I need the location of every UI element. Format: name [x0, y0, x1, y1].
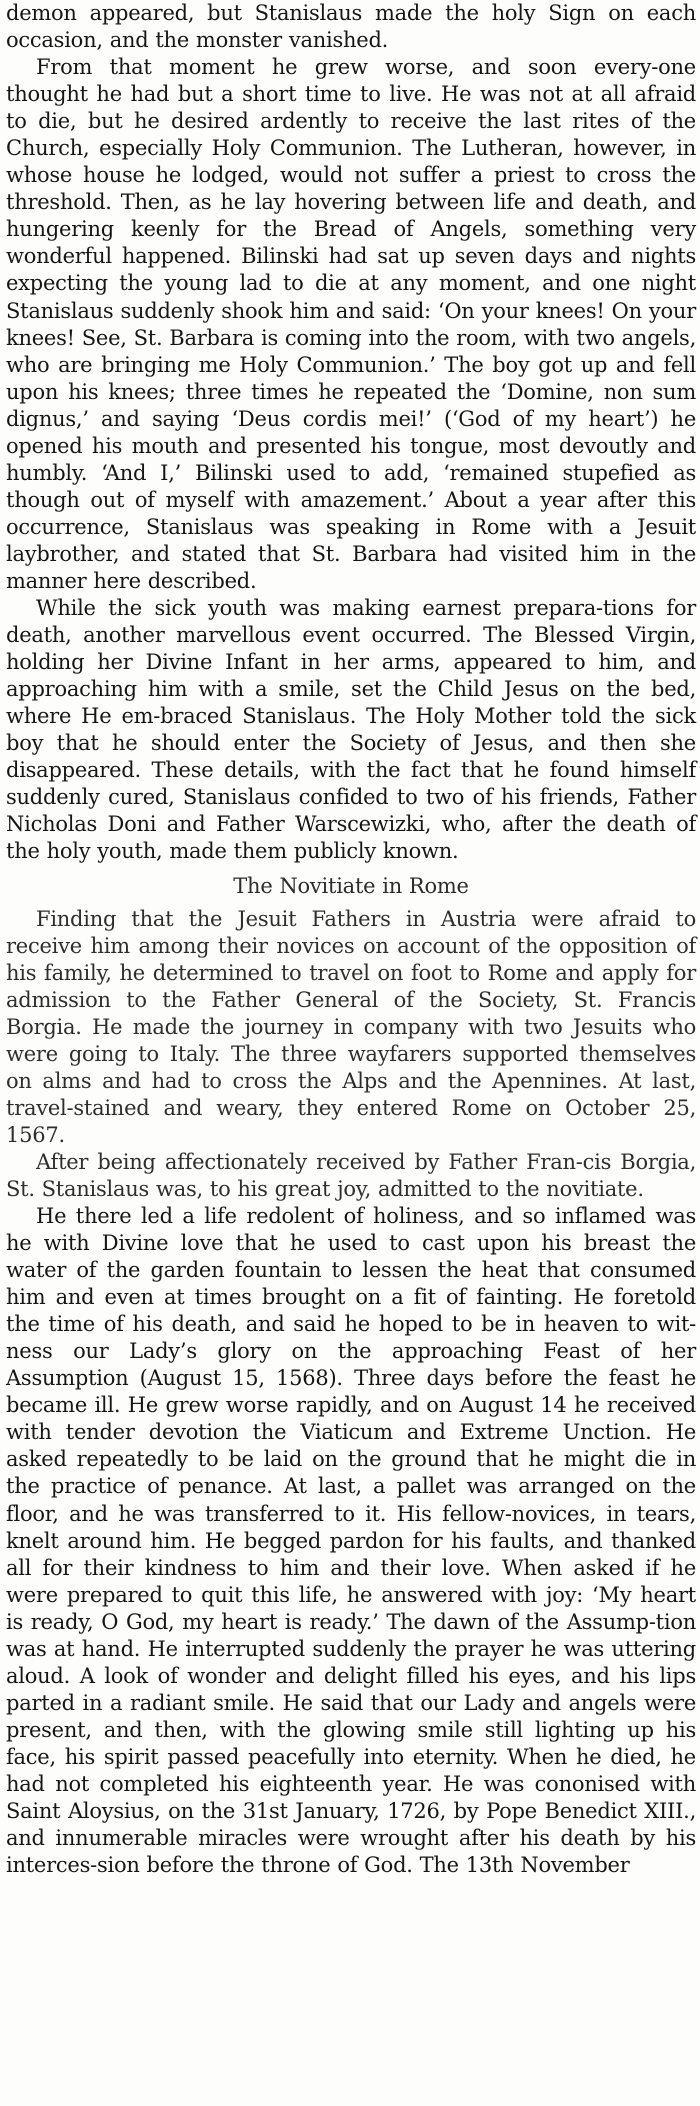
paragraph-blessed-virgin-apparition: While the sick youth was making earnest prepara-tions for death, another marvellous event occurred. The Blessed Virgin, holding her Divine Infant in her arms, appeared to him, and approaching him with a smile, set the Child Jesus on the bed, where He em-braced Stanislaus. The Holy Mother told the sick boy that he should enter the Society of Jesus, and then she disappeared. These details, with the fact that he found himself suddenly cured, Stanislaus confided to two of his friends, Father Nicholas Doni and Father Warscewizki, who, after the death of the holy youth, made them publicly known.: [6, 596, 696, 864]
paragraph-st-barbara-communion: From that moment he grew worse, and soon every-one thought he had but a short time to live. He was not at all afraid to die, but he desired ardently to receive the last rites of the Church, especially Holy Communion. The Lutheran, however, in whose house he lodged, would not suffer a priest to cross the threshold. Then, as he lay hovering between life and death, and hungering keenly for the Bread of Angels, something very wonderful happened. Bilinski had sat up seven days and nights expecting the young lad to die at any moment, and one night Stanislaus suddenly shook him and said: ‘On your knees! On your knees! See, St. Barbara is coming into the room, with two angels, who are bringing me Holy Communion.’ The boy got up and fell upon his knees; three times he repeated the ‘Domine, non sum dignus,’ and saying ‘Deus cordis mei!’ (‘God of my heart’) he opened his mouth and presented his tongue, most devoutly and humbly. ‘And I,’ Bilinski used to add, ‘remained stupefied as though out of myself with amazement.’ About a year after this occurrence, Stanislaus was speaking in Rome with a Jesuit laybrother, and stated that St. Barbara had visited him in the manner here described.: [6, 55, 696, 593]
section-heading: The Novitiate in Rome: [233, 873, 469, 898]
paragraph-admitted-novitiate: After being affectionately received by Father Fran-cis Borgia, St. Stanislaus was, to his great joy, admitted to the novitiate.: [6, 1149, 696, 1201]
paragraph-demon-vanished: demon appeared, but Stanislaus made the holy Sign on each occasion, and the monster vanished.: [6, 1, 696, 53]
paragraph-journey-to-rome: Finding that the Jesuit Fathers in Austria were afraid to receive him among their novices on account of the opposition of his family, he determined to travel on foot to Rome and apply for admission to the Father General of the Society, St. Francis Borgia. He made the journey in company with two Jesuits who were going to Italy. The three wayfarers supported themselves on alms and had to cross the Alps and the Apennines. At last, travel-stained and weary, they entered Rome on October 25, 1567.: [6, 906, 696, 1147]
paragraph-death-and-canonisation: He there led a life redolent of holiness, and so inflamed was he with Divine love that he used to cast upon his breast the water of the garden fountain to lessen the heat that consumed him and even at times brought on a fit of fainting. He foretold the time of his death, and said he hoped to be in heaven to wit-ness our Lady’s glory on the approaching Feast of her Assumption (August 15, 1568). Three days before the feast he became ill. He grew worse rapidly, and on August 14 he received with tender devotion the Viaticum and Extreme Unction. He asked repeatedly to be laid on the ground that he might die in the practice of penance. At last, a pallet was arranged on the floor, and he was transferred to it. His fellow-novices, in tears, knelt around him. He begged pardon for his faults, and thanked all for their kindness to him and their love. When asked if he were prepared to quit this life, he answered with joy: ‘My heart is ready, O God, my heart is ready.’ The dawn of the Assump-tion was at hand. He interrupted suddenly the prayer he was uttering aloud. A look of wonder and delight filled his eyes, and his lips parted in a radiant smile. He said that our Lady and angels were present, and then, with the glowing smile still lighting up his face, his spirit passed peacefully into eternity. When he died, he had not completed his eighteenth year. He was cononised with Saint Aloysius, on the 31st January, 1726, by Pope Benedict XIII., and innumerable miracles were wrought after his death by his interces-sion before the throne of God. The 13th November: [6, 1204, 696, 1878]
text-column: [6, 0, 696, 1879]
